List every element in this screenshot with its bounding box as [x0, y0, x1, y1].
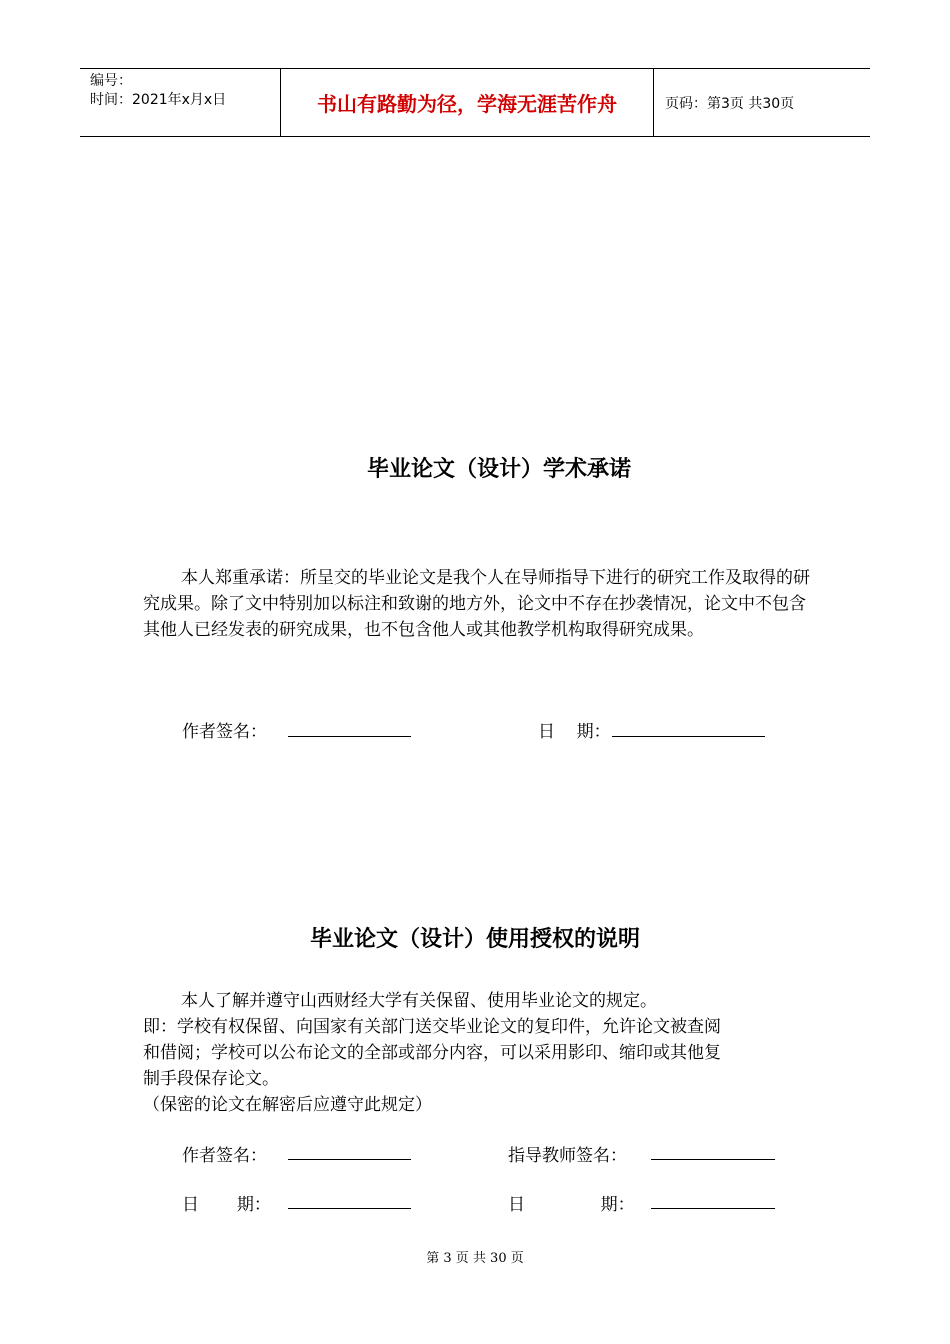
usage-authorization-body [143, 988, 813, 1118]
pledge-author-signature-label: 作者签名： [182, 722, 267, 742]
usage-authorization-title: 毕业论文（设计）使用授权的说明 [309, 927, 640, 952]
advisor-signature-label: 指导教师签名： [508, 1146, 627, 1166]
page-footer: 第 3 页 共 30 页 [426, 1251, 524, 1266]
authorization-line-4: 制手段保存论文。 [143, 1069, 279, 1089]
advisor-date-line [651, 1208, 775, 1209]
academic-pledge-title: 毕业论文（设计）学术承诺 [366, 457, 631, 482]
authorization-line-2: 即：学校有权保留、向国家有关部门送交毕业论文的复印件，允许论文被查阅 [143, 1017, 721, 1037]
header-page-info: 页码：第3页 共30页 [665, 95, 795, 112]
authorization-author-date-label: 日 期： [182, 1195, 271, 1215]
authorization-author-date-line [288, 1208, 411, 1209]
advisor-date-label: 日 期： [508, 1195, 635, 1215]
header-meta-cell [80, 69, 281, 136]
pledge-date-label: 日 期： [538, 722, 611, 742]
pledge-author-signature-line [288, 736, 411, 737]
authorization-line-1: 本人了解并遵守山西财经大学有关保留、使用毕业论文的规定。 [181, 991, 657, 1011]
header-motto: 书山有路勤为径，学海无涯苦作舟 [281, 69, 654, 136]
authorization-author-signature-line [288, 1159, 411, 1160]
pledge-date-line [612, 736, 765, 737]
document-number-label: 编号： [90, 73, 132, 89]
document-time-label: 时间：2021年x月x日 [90, 92, 227, 108]
page-header [80, 68, 870, 137]
authorization-author-signature-label: 作者签名： [182, 1146, 267, 1166]
confidential-note: （保密的论文在解密后应遵守此规定） [143, 1095, 432, 1115]
academic-pledge-body [143, 565, 813, 643]
authorization-line-3: 和借阅；学校可以公布论文的全部或部分内容，可以采用影印、缩印或其他复 [143, 1043, 721, 1063]
academic-pledge-text: 本人郑重承诺：所呈交的毕业论文是我个人在导师指导下进行的研究工作及取得的研究成果。除了文中特别加以标注和致谢的地方外，论文中不存在抄袭情况，论文中不包含其他人已经发表的研究成果，也不包含他人或其他教学机构取得研究成果。 [143, 568, 810, 640]
advisor-signature-line [651, 1159, 775, 1160]
